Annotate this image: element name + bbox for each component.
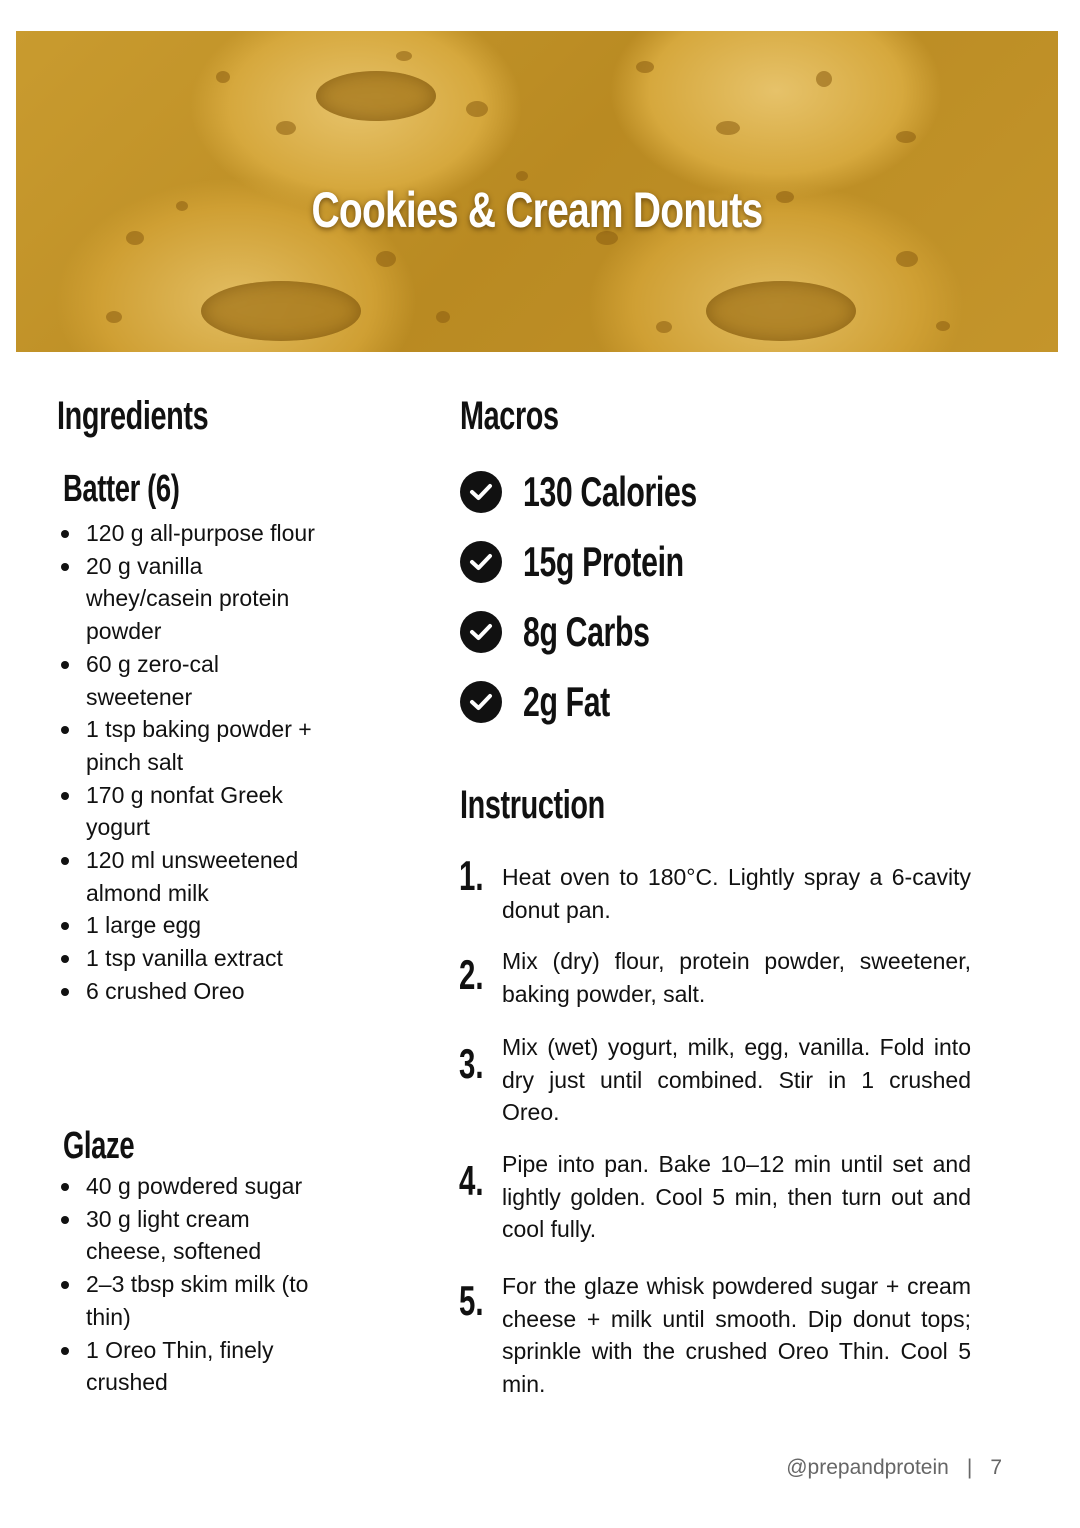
step-text: Heat oven to 180°C. Lightly spray a 6-cavity donut pan. (502, 864, 971, 923)
donut-hole (706, 281, 856, 341)
page-footer (786, 1456, 1002, 1480)
macro-calories (460, 470, 765, 514)
recipe-title: Cookies & Cream Donuts (311, 182, 763, 238)
list-item: 170 g nonfat Greek yogurt (58, 779, 318, 844)
check-circle-icon (460, 611, 502, 653)
footer-separator: | (966, 1456, 973, 1479)
macro-fat (460, 680, 644, 724)
batter-list (58, 517, 318, 1008)
donut-hole (316, 71, 436, 121)
step-text: Mix (wet) yogurt, milk, egg, vanilla. Fold into dry just until combined. Stir in 1 crushed Oreo. (502, 1034, 971, 1126)
glaze-heading: Glaze (63, 1125, 135, 1167)
list-item: 40 g powdered sugar (58, 1170, 318, 1203)
glaze-list (58, 1170, 318, 1399)
step-number: 3. (459, 1040, 484, 1087)
list-item: 6 crushed Oreo (58, 975, 318, 1008)
check-circle-icon (460, 471, 502, 513)
list-item: 1 large egg (58, 909, 318, 942)
page-number: 7 (990, 1456, 1002, 1479)
list-item: 1 tsp baking powder + pinch salt (58, 713, 318, 778)
list-item: 1 Oreo Thin, finely crushed (58, 1334, 318, 1399)
list-item: 30 g light cream cheese, softened (58, 1203, 318, 1268)
donut-hole (201, 281, 361, 341)
check-circle-icon (460, 681, 502, 723)
list-item: 60 g zero-cal sweetener (58, 648, 318, 713)
macro-protein (460, 540, 746, 584)
ingredients-heading: Ingredients (57, 394, 209, 438)
list-item: 20 g vanilla whey/casein protein powder (58, 550, 318, 648)
macro-label: 130 Calories (523, 468, 697, 515)
list-item: 120 g all-purpose flour (58, 517, 318, 550)
step-number: 1. (459, 852, 484, 899)
list-item: 2–3 tbsp skim milk (to thin) (58, 1268, 318, 1333)
macro-carbs (460, 610, 699, 654)
list-item: 1 tsp vanilla extract (58, 942, 318, 975)
check-circle-icon (460, 541, 502, 583)
macro-label: 15g Protein (523, 538, 684, 585)
step-number: 2. (459, 951, 484, 998)
hero-banner (16, 31, 1058, 352)
social-handle: @prepandprotein (786, 1456, 949, 1479)
macro-label: 8g Carbs (523, 608, 650, 655)
macro-label: 2g Fat (523, 678, 610, 725)
list-item: 120 ml unsweetened almond milk (58, 844, 318, 909)
step-number: 4. (459, 1157, 484, 1204)
step-text: Pipe into pan. Bake 10–12 min until set and lightly golden. Cool 5 min, then turn out and cool fully. (502, 1151, 971, 1243)
step-text: Mix (dry) flour, protein powder, sweetener, baking powder, salt. (502, 948, 971, 1007)
step-number: 5. (459, 1277, 484, 1324)
instruction-heading: Instruction (460, 783, 605, 827)
macros-heading: Macros (460, 394, 559, 438)
step-text: For the glaze whisk powdered sugar + cream cheese + milk until smooth. Dip donut tops; sprinkle with the crushed Oreo Thin. Cool 5 min. (502, 1273, 971, 1398)
batter-heading: Batter (6) (63, 468, 180, 510)
